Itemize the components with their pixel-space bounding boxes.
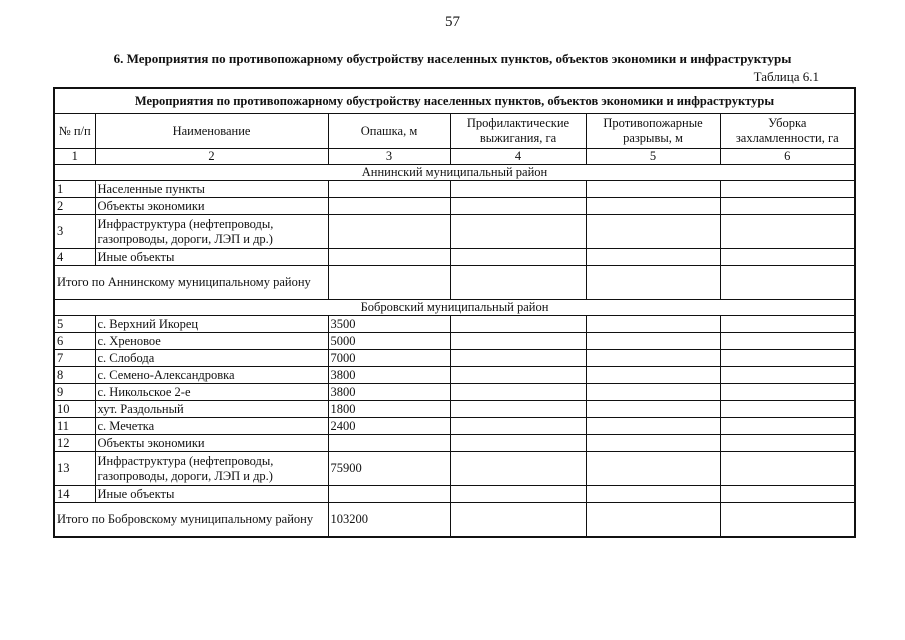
row-number: 10 bbox=[54, 401, 95, 418]
district-name: Аннинский муниципальный район bbox=[54, 165, 855, 181]
prescribed-burning-cell bbox=[450, 333, 586, 350]
clutter-removal-cell bbox=[720, 384, 855, 401]
header-cell: Уборка захламленности, га bbox=[720, 114, 855, 149]
firebreak-plowing-cell: 1800 bbox=[328, 401, 450, 418]
firebreak-plowing-cell bbox=[328, 249, 450, 266]
clutter-removal-cell bbox=[720, 452, 855, 486]
row-number: 6 bbox=[54, 333, 95, 350]
table-row bbox=[54, 435, 855, 452]
table-row bbox=[54, 249, 855, 266]
table-row bbox=[54, 350, 855, 367]
prescribed-burning-cell bbox=[450, 181, 586, 198]
table-row bbox=[54, 486, 855, 503]
district-name: Бобровский муниципальный район bbox=[54, 300, 855, 316]
row-name: с. Верхний Икорец bbox=[95, 316, 328, 333]
table-row bbox=[54, 181, 855, 198]
total-cell bbox=[586, 266, 720, 300]
row-name: с. Никольское 2-е bbox=[95, 384, 328, 401]
prescribed-burning-cell bbox=[450, 384, 586, 401]
table-row bbox=[54, 198, 855, 215]
column-number: 2 bbox=[95, 149, 328, 165]
clutter-removal-cell bbox=[720, 350, 855, 367]
firebreak-gaps-cell bbox=[586, 181, 720, 198]
firebreak-gaps-cell bbox=[586, 384, 720, 401]
firebreak-gaps-cell bbox=[586, 350, 720, 367]
header-cell: Профилактические выжигания, га bbox=[450, 114, 586, 149]
row-name: с. Мечетка bbox=[95, 418, 328, 435]
table-row bbox=[54, 418, 855, 435]
table-row bbox=[54, 384, 855, 401]
prescribed-burning-cell bbox=[450, 316, 586, 333]
row-number: 7 bbox=[54, 350, 95, 367]
row-name: Инфраструктура (нефтепроводы, газопроводы, дороги, ЛЭП и др.) bbox=[95, 215, 328, 249]
clutter-removal-cell bbox=[720, 316, 855, 333]
clutter-removal-cell bbox=[720, 249, 855, 266]
firebreak-gaps-cell bbox=[586, 418, 720, 435]
firebreak-gaps-cell bbox=[586, 215, 720, 249]
row-number: 1 bbox=[54, 181, 95, 198]
row-name: Иные объекты bbox=[95, 486, 328, 503]
total-cell bbox=[450, 503, 586, 538]
firebreak-plowing-cell bbox=[328, 198, 450, 215]
clutter-removal-cell bbox=[720, 435, 855, 452]
clutter-removal-cell bbox=[720, 181, 855, 198]
clutter-removal-cell bbox=[720, 418, 855, 435]
column-number: 6 bbox=[720, 149, 855, 165]
prescribed-burning-cell bbox=[450, 367, 586, 384]
column-number: 1 bbox=[54, 149, 95, 165]
table-row bbox=[54, 333, 855, 350]
table-row bbox=[54, 401, 855, 418]
firebreak-gaps-cell bbox=[586, 316, 720, 333]
prescribed-burning-cell bbox=[450, 435, 586, 452]
firebreak-plowing-cell: 3800 bbox=[328, 384, 450, 401]
table-row bbox=[54, 367, 855, 384]
row-name: Объекты экономики bbox=[95, 198, 328, 215]
district-row bbox=[54, 165, 855, 181]
firebreak-plowing-cell: 5000 bbox=[328, 333, 450, 350]
header-row bbox=[54, 114, 855, 149]
firebreak-gaps-cell bbox=[586, 249, 720, 266]
column-number: 4 bbox=[450, 149, 586, 165]
firebreak-plowing-cell bbox=[328, 435, 450, 452]
firebreak-plowing-cell: 7000 bbox=[328, 350, 450, 367]
header-cell: Противопожарные разрывы, м bbox=[586, 114, 720, 149]
table-row bbox=[54, 215, 855, 249]
prescribed-burning-cell bbox=[450, 452, 586, 486]
total-cell bbox=[450, 266, 586, 300]
firebreak-gaps-cell bbox=[586, 333, 720, 350]
row-name: Населенные пункты bbox=[95, 181, 328, 198]
fire-prevention-table bbox=[53, 87, 856, 538]
row-number: 4 bbox=[54, 249, 95, 266]
section-heading: 6. Мероприятия по противопожарному обустройству населенных пунктов, объектов экономики и инфраструктуры bbox=[113, 51, 792, 66]
table-title: Мероприятия по противопожарному обустройству населенных пунктов, объектов экономики и инфраструктуры bbox=[54, 88, 855, 114]
total-cell bbox=[720, 503, 855, 538]
prescribed-burning-cell bbox=[450, 486, 586, 503]
row-number: 12 bbox=[54, 435, 95, 452]
row-number: 14 bbox=[54, 486, 95, 503]
row-number: 11 bbox=[54, 418, 95, 435]
row-number: 3 bbox=[54, 215, 95, 249]
table-row bbox=[54, 316, 855, 333]
prescribed-burning-cell bbox=[450, 401, 586, 418]
total-label: Итого по Аннинскому муниципальному району bbox=[54, 266, 328, 300]
page-number: 57 bbox=[445, 14, 460, 30]
row-name: с. Семено-Александровка bbox=[95, 367, 328, 384]
firebreak-plowing-cell bbox=[328, 181, 450, 198]
total-label: Итого по Бобровскому муниципальному району bbox=[54, 503, 328, 538]
total-cell bbox=[328, 266, 450, 300]
clutter-removal-cell bbox=[720, 401, 855, 418]
row-number: 13 bbox=[54, 452, 95, 486]
firebreak-plowing-cell bbox=[328, 215, 450, 249]
total-cell bbox=[586, 503, 720, 538]
firebreak-plowing-cell bbox=[328, 486, 450, 503]
column-number: 3 bbox=[328, 149, 450, 165]
header-cell: Наименование bbox=[95, 114, 328, 149]
firebreak-gaps-cell bbox=[586, 401, 720, 418]
prescribed-burning-cell bbox=[450, 198, 586, 215]
clutter-removal-cell bbox=[720, 198, 855, 215]
firebreak-gaps-cell bbox=[586, 435, 720, 452]
table-label: Таблица 6.1 bbox=[753, 69, 819, 84]
firebreak-gaps-cell bbox=[586, 198, 720, 215]
header-cell: Опашка, м bbox=[328, 114, 450, 149]
row-name: Иные объекты bbox=[95, 249, 328, 266]
clutter-removal-cell bbox=[720, 215, 855, 249]
row-name: Инфраструктура (нефтепроводы, газопроводы, дороги, ЛЭП и др.) bbox=[95, 452, 328, 486]
row-name: с. Слобода bbox=[95, 350, 328, 367]
clutter-removal-cell bbox=[720, 333, 855, 350]
firebreak-plowing-cell: 2400 bbox=[328, 418, 450, 435]
row-number: 5 bbox=[54, 316, 95, 333]
prescribed-burning-cell bbox=[450, 249, 586, 266]
total-cell bbox=[720, 266, 855, 300]
total-cell: 103200 bbox=[328, 503, 450, 538]
header-cell: № п/п bbox=[54, 114, 95, 149]
district-row bbox=[54, 300, 855, 316]
prescribed-burning-cell bbox=[450, 418, 586, 435]
clutter-removal-cell bbox=[720, 367, 855, 384]
total-row bbox=[54, 266, 855, 300]
row-name: Объекты экономики bbox=[95, 435, 328, 452]
column-number-row bbox=[54, 149, 855, 165]
row-name: хут. Раздольный bbox=[95, 401, 328, 418]
firebreak-gaps-cell bbox=[586, 452, 720, 486]
prescribed-burning-cell bbox=[450, 350, 586, 367]
row-number: 8 bbox=[54, 367, 95, 384]
row-name: с. Хреновое bbox=[95, 333, 328, 350]
row-number: 9 bbox=[54, 384, 95, 401]
total-row bbox=[54, 503, 855, 538]
firebreak-plowing-cell: 75900 bbox=[328, 452, 450, 486]
firebreak-plowing-cell: 3800 bbox=[328, 367, 450, 384]
firebreak-gaps-cell bbox=[586, 486, 720, 503]
table-row bbox=[54, 452, 855, 486]
firebreak-gaps-cell bbox=[586, 367, 720, 384]
column-number: 5 bbox=[586, 149, 720, 165]
clutter-removal-cell bbox=[720, 486, 855, 503]
firebreak-plowing-cell: 3500 bbox=[328, 316, 450, 333]
row-number: 2 bbox=[54, 198, 95, 215]
prescribed-burning-cell bbox=[450, 215, 586, 249]
